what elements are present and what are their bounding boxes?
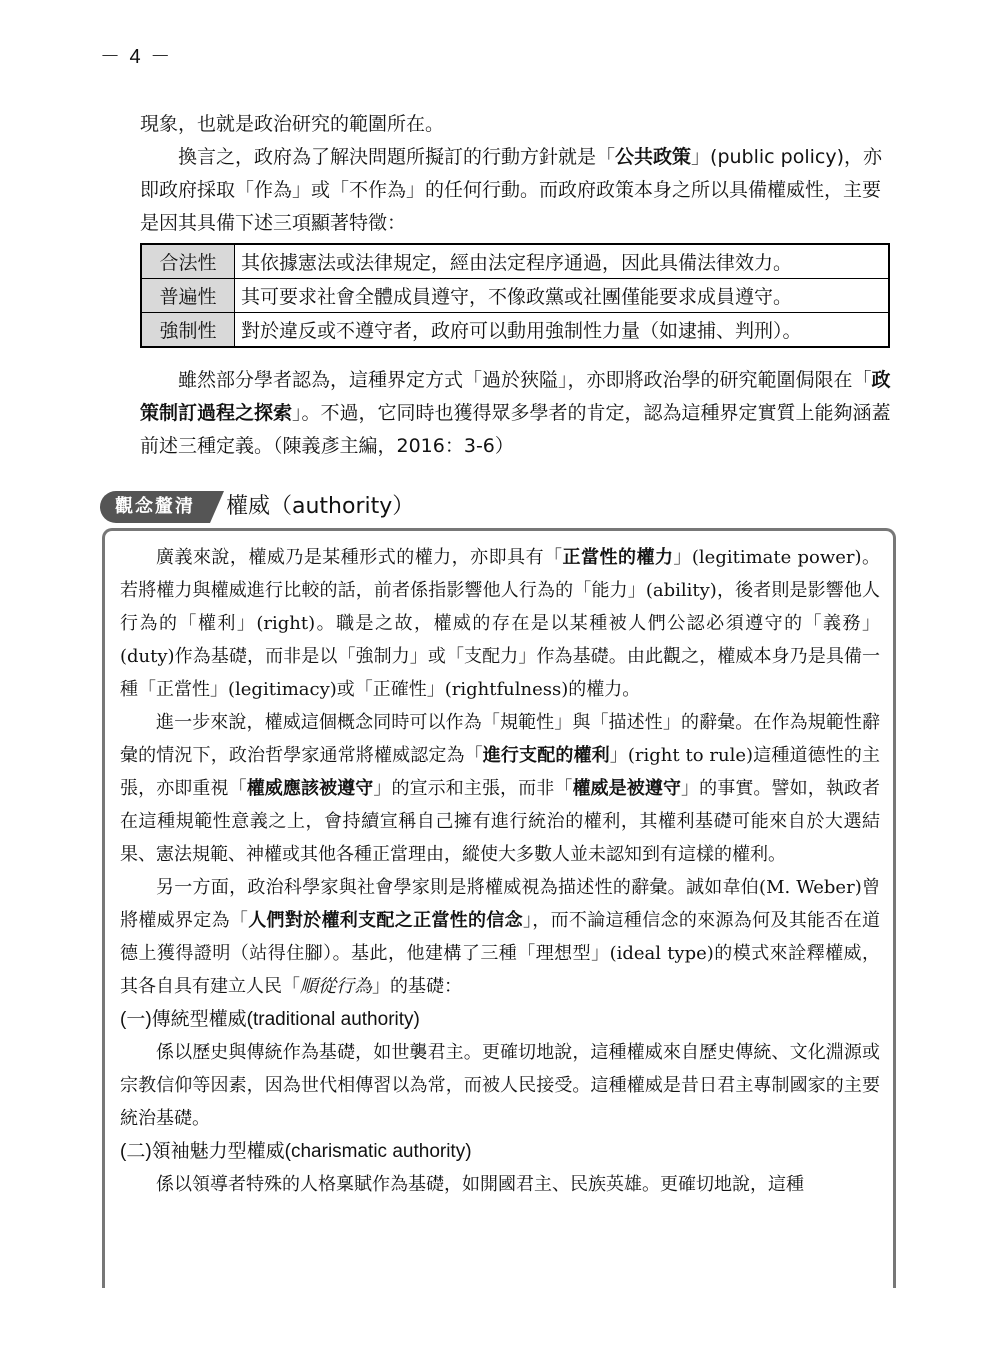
traditional-authority-text: 係以歷史與傳統作為基礎，如世襲君主。更確切地說，這種權威來自歷史傳統、文化淵源或宗教信仰等因素，因為世代相傳習以為常，而被人民接受。這種權威是昔日君主專制國家的主要統治基礎。 (120, 1042, 880, 1129)
feature-desc: 其依據憲法或法律規定，經由法定程序通過，因此具備法律效力。 (235, 244, 890, 279)
after-table-section (140, 364, 894, 463)
feature-desc: 其可要求社會全體成員遵守，不像政黨或社團僅能要求成員遵守。 (235, 279, 890, 313)
concept-body (120, 541, 880, 1201)
table-row (141, 313, 889, 348)
table-row (141, 279, 889, 313)
policy-features-table (140, 243, 890, 348)
after-table-paragraph: 雖然部分學者認為，這種界定方式「過於狹隘」，亦即將政治學的研究範圍侷限在「政策制訂過程之探索」。不過，它同時也獲得眾多學者的肯定，認為這種界定實質上能夠涵蓋前述三種定義。（陳義彥主編，2016：3-6） (140, 369, 891, 457)
charismatic-authority-text: 係以領導者特殊的人格稟賦作為基礎，如開國君主、民族英雄。更確切地說，這種 (156, 1174, 804, 1195)
feature-term: 合法性 (141, 244, 235, 279)
concept-paragraph-1: 廣義來說，權威乃是某種形式的權力，亦即具有「正當性的權力」(legitimate power)。若將權力與權威進行比較的話，前者係指影響他人行為的「能力」(ability)，後者則是影響他人行為的「權利」(right)。職是之故，權威的存在是以某種被人們公認必須遵守的「義務」(duty)作為基礎，而非是以「強制力」或「支配力」作為基礎。由此觀之，權威本身乃是具備一種「正當性」(legitimacy)或「正確性」(rightfulness)的權力。 (120, 547, 881, 700)
term-public-policy: 公共政策 (615, 146, 692, 168)
concept-paragraph-2: 進一步來說，權威這個概念同時可以作為「規範性」與「描述性」的辭彙。在作為規範性辭彙的情況下，政治哲學家通常將權威認定為「進行支配的權利」(right to rule)這種道德性的主張，亦即重視「權威應該被遵守」的宣示和主張，而非「權威是被遵守」的事實。譬如，執政者在這種規範性意義之上，會持續宣稱自己擁有進行統治的權利，其權利基礎可能來自於大選結果、憲法規範、神權或其他各種正當理由，縱使大多數人並未認知到有這樣的權利。 (120, 712, 881, 865)
feature-term: 普遍性 (141, 279, 235, 313)
intro-section (140, 108, 894, 240)
concept-paragraph-3: 另一方面，政治科學家與社會學家則是將權威視為描述性的辭彙。誠如韋伯(M. Weber)曾將權威界定為「人們對於權利支配之正當性的信念」，而不論這種信念的來源為何及其能否在道德上獲得證明（站得住腳）。基此，他建構了三種「理想型」(ideal type)的模式來詮釋權威，其各自具有建立人民「順從行為」的基礎： (120, 877, 881, 997)
page-number: － 4 － (100, 46, 173, 68)
term-policy-process: 政策制訂過程之探索 (140, 369, 891, 424)
concept-tag-notch (210, 491, 224, 523)
sub-heading-traditional: (一)傳統型權威(traditional authority) (120, 1009, 420, 1030)
intro-line: 現象，也就是政治研究的範圍所在。 (140, 113, 445, 135)
intro-paragraph: 換言之，政府為了解決問題所擬訂的行動方針就是「公共政策」(public policy)，亦即政府採取「作為」或「不作為」的任何行動。而政府政策本身之所以具備權威性，主要是因其具備下述三項顯著特徵： (140, 146, 882, 234)
feature-term: 強制性 (141, 313, 235, 348)
sub-heading-charismatic: (二)領袖魅力型權威(charismatic authority) (120, 1141, 472, 1162)
feature-desc: 對於違反或不遵守者，政府可以動用強制性力量（如逮捕、判刑）。 (235, 313, 890, 348)
concept-tag: 觀念釐清 (100, 491, 210, 523)
table-row (141, 244, 889, 279)
concept-title: 權威（authority） (226, 494, 415, 519)
